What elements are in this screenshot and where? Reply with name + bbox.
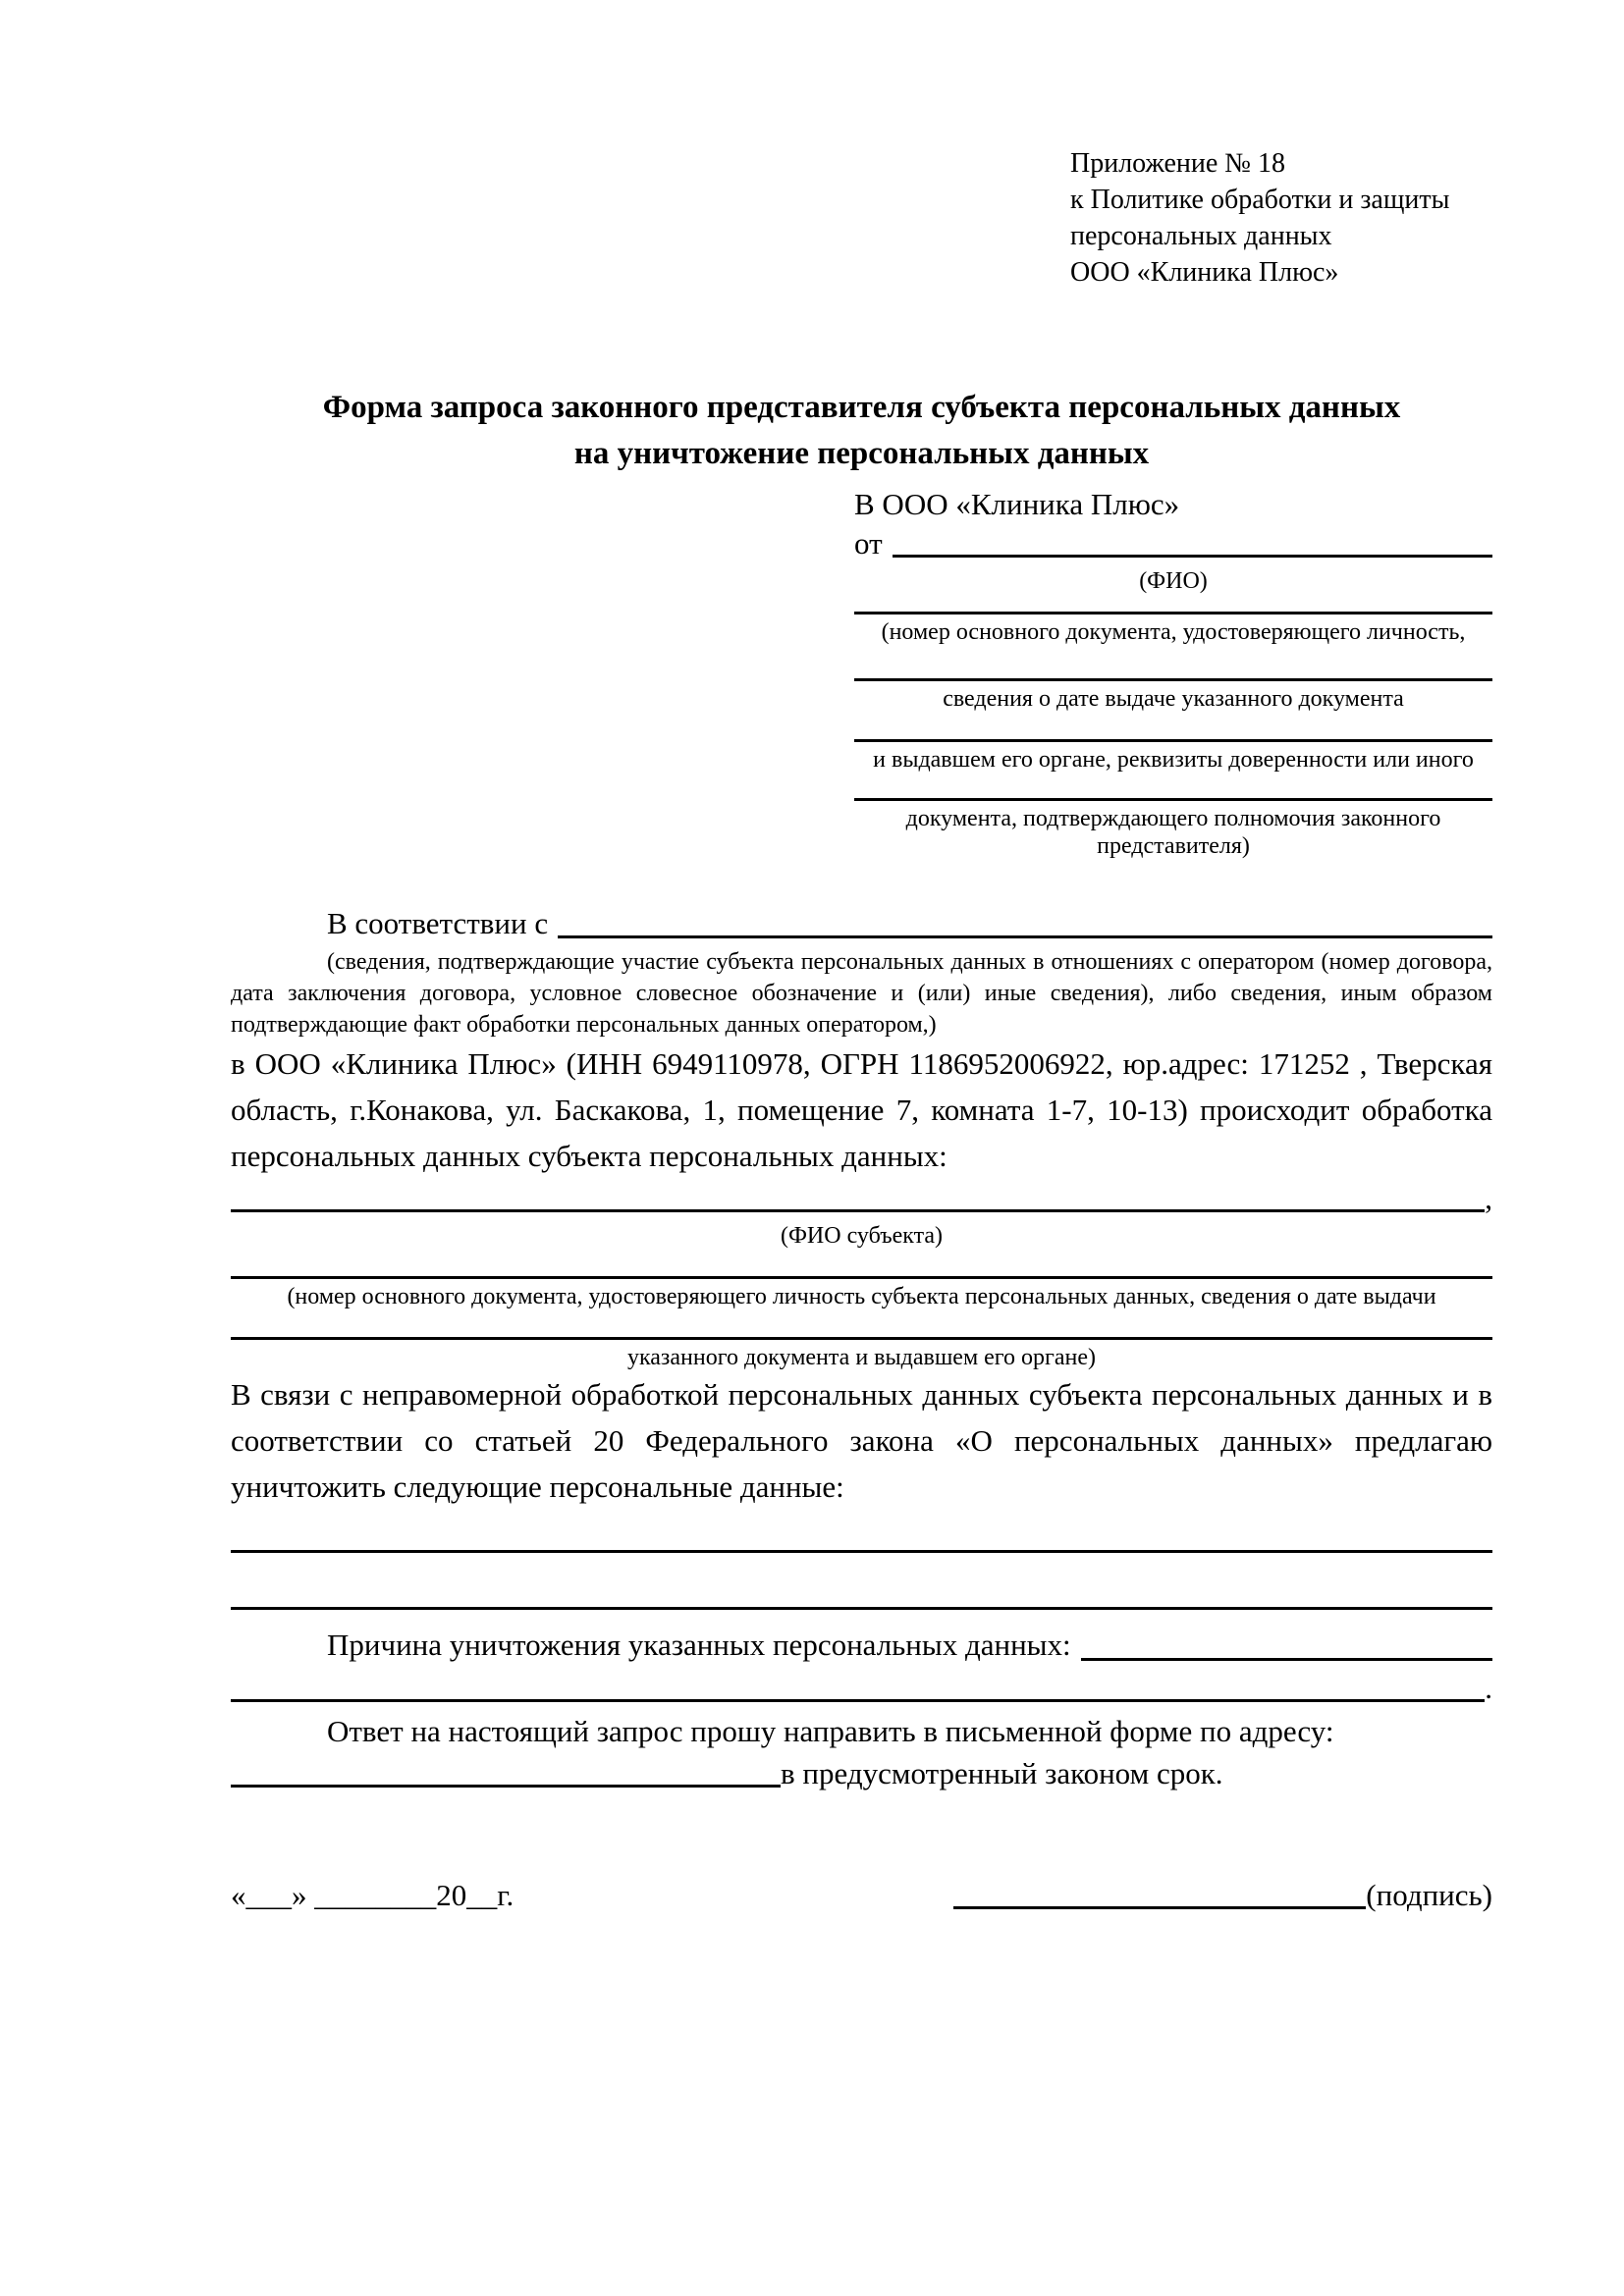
addressee-organization: В ООО «Клиника Плюс» [854,487,1180,521]
subject-doc-line-2 [231,1310,1492,1340]
representative-doc-line-4 [854,774,1492,801]
subject-fio-caption: (ФИО субъекта) [780,1223,944,1249]
addressee-block [854,485,1492,860]
reason-period: . [1485,1671,1492,1705]
form-title-line2: на уничтожение персональных данных [573,436,1150,471]
appendix-header-line: ООО «Клиника Плюс» [1070,257,1339,288]
accordance-footnote: (сведения, подтверждающие участие субъекта персональных данных в отношениях с оператором (номер договора, дата заключения договора, условное словесное обозначение и (или) иные сведения), либо сведения, иным образом подтверждающие факт обработки персональных данных оператором,) [231,949,1492,1038]
from-fill-line [893,555,1492,558]
representative-doc-caption-1: (номер основного документа, удостоверяющего личность, [881,619,1466,645]
signature-caption: (подпись) [1366,1878,1492,1912]
subject-doc-caption-2: указанного документа и выдавшем его органе) [626,1345,1097,1370]
reply-address-line [231,1785,781,1788]
representative-doc-caption-3: и выдавшем его органе, реквизиты доверенности или иного [873,747,1474,773]
date-blank: «___» ________20__г. [231,1878,514,1912]
appendix-header-line: персональных данных [1070,221,1332,251]
reply-tail: в предусмотренный законом срок. [781,1756,1223,1790]
footer-row [231,1876,1492,1915]
representative-doc-line-3 [854,713,1492,742]
subject-fio-line [231,1209,1485,1212]
accordance-label: В соответствии с [327,906,549,940]
appendix-header-line: к Политике обработки и защиты [1070,185,1450,215]
data-to-destroy-line-1 [231,1510,1492,1553]
operator-paragraph: в ООО «Клиника Плюс» (ИНН 6949110978, ОГРН 1186952006922, юр.адрес: 171252 , Тверская область, г.Конакова, ул. Баскакова, 1, помещение 7, комната 1-7, 10-13) происходит обработка персональных данных субъекта персональных данных: [231,1046,1492,1173]
form-title-line1: Форма запроса законного представителя субъекта персональных данных [322,390,1401,425]
reason-continuation-row [231,1669,1492,1708]
data-to-destroy-line-2 [231,1553,1492,1610]
fio-caption: (ФИО) [1139,568,1208,594]
representative-doc-caption-4: документа, подтверждающего полномочия законного представителя) [905,806,1441,859]
reply-address-row [231,1754,1492,1793]
subject-fio-row [231,1179,1492,1218]
reason-row [231,1624,1492,1667]
signature-group [953,1876,1492,1915]
reason-continuation-line [231,1699,1485,1702]
accordance-row [231,903,1492,944]
reply-paragraph: Ответ на настоящий запрос прошу направить в письменной форме по адресу: [327,1714,1334,1748]
appendix-header [1070,145,1492,291]
from-row [854,524,1492,563]
representative-doc-line-2 [854,646,1492,681]
reason-label: Причина уничтожения указанных персональных данных: [327,1628,1071,1662]
subject-doc-line-1 [231,1250,1492,1279]
reason-fill-line [1081,1658,1492,1661]
subject-doc-caption-1: (номер основного документа, удостоверяющего личность субъекта персональных данных, сведения о дате выдачи [287,1284,1436,1309]
form-title [231,385,1492,477]
subject-fio-comma: , [1485,1181,1492,1215]
signature-line [953,1906,1366,1909]
representative-doc-line-1 [854,595,1492,614]
accordance-fill-line [558,935,1492,938]
request-paragraph: В связи с неправомерной обработкой персональных данных субъекта персональных данных и в соответствии со статьей 20 Федерального закона «О персональных данных» предлагаю уничтожить следующие персональные данные: [231,1377,1492,1504]
appendix-header-line: Приложение № 18 [1070,148,1285,179]
representative-doc-caption-2: сведения о дате выдаче указанного документа [943,686,1404,712]
from-label: от [854,526,883,561]
